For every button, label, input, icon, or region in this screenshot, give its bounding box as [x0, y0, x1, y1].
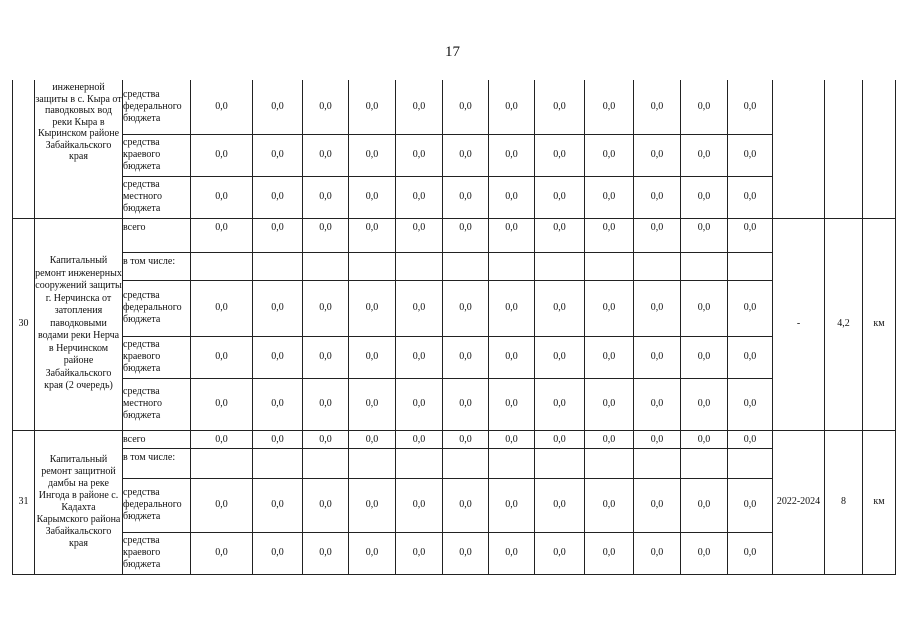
value-cell: 0,0	[396, 280, 443, 336]
value-cell: 0,0	[253, 478, 303, 532]
value-cell: 0,0	[634, 80, 681, 134]
value-cell: 0,0	[191, 532, 253, 574]
value-cell: 0,0	[396, 378, 443, 430]
value-cell: 0,0	[535, 336, 585, 378]
value-cell: 0,0	[396, 134, 443, 176]
value-cell: 0,0	[443, 532, 489, 574]
value-cell: 0,0	[585, 80, 634, 134]
value-cell: 0,0	[253, 430, 303, 448]
value-cell: 0,0	[634, 478, 681, 532]
value-cell: 0,0	[443, 378, 489, 430]
unit-cell: км	[863, 218, 896, 430]
value-cell: 0,0	[253, 80, 303, 134]
row-number: 31	[13, 430, 35, 574]
value-cell: 0,0	[303, 336, 349, 378]
value-cell	[191, 448, 253, 478]
value-cell: 0,0	[681, 336, 728, 378]
value-cell	[303, 252, 349, 280]
row-number: 30	[13, 218, 35, 430]
table-row	[13, 218, 896, 252]
value-cell	[535, 448, 585, 478]
value-cell: 0,0	[634, 134, 681, 176]
value-cell	[253, 448, 303, 478]
table-row	[13, 478, 896, 532]
value-cell: 0,0	[443, 176, 489, 218]
value-cell: 0,0	[535, 218, 585, 252]
value-cell	[634, 448, 681, 478]
funding-source: средства федерального бюджета	[123, 280, 191, 336]
funding-source: всего	[123, 430, 191, 448]
table-row	[13, 430, 896, 448]
object-name: Капитальный ремонт защитной дамбы на реке Ингода в районе с. Кадахта Карымского района Забайкальского края	[35, 430, 123, 574]
value-cell: 0,0	[349, 532, 396, 574]
unit-cell	[863, 80, 896, 218]
value-cell: 0,0	[349, 218, 396, 252]
period-cell: -	[773, 218, 825, 430]
value-cell: 0,0	[303, 218, 349, 252]
value-cell: 0,0	[728, 430, 773, 448]
value-cell: 0,0	[303, 80, 349, 134]
period-cell: 2022-2024	[773, 430, 825, 574]
table-row	[13, 336, 896, 378]
value-cell	[253, 252, 303, 280]
funding-source: средства краевого бюджета	[123, 532, 191, 574]
value-cell	[443, 252, 489, 280]
table-row	[13, 176, 896, 218]
value-cell: 0,0	[349, 478, 396, 532]
value-cell: 0,0	[443, 478, 489, 532]
value-cell: 0,0	[728, 218, 773, 252]
value-cell: 0,0	[535, 478, 585, 532]
amount-cell: 4,2	[825, 218, 863, 430]
value-cell: 0,0	[681, 176, 728, 218]
amount-cell: 8	[825, 430, 863, 574]
value-cell: 0,0	[681, 134, 728, 176]
value-cell: 0,0	[585, 218, 634, 252]
value-cell: 0,0	[728, 378, 773, 430]
value-cell: 0,0	[191, 478, 253, 532]
value-cell: 0,0	[535, 80, 585, 134]
table-body	[13, 80, 896, 574]
value-cell	[728, 448, 773, 478]
value-cell: 0,0	[303, 176, 349, 218]
value-cell: 0,0	[728, 134, 773, 176]
value-cell	[349, 252, 396, 280]
value-cell: 0,0	[681, 80, 728, 134]
value-cell: 0,0	[443, 430, 489, 448]
value-cell: 0,0	[253, 176, 303, 218]
value-cell: 0,0	[396, 336, 443, 378]
value-cell: 0,0	[443, 280, 489, 336]
value-cell	[489, 252, 535, 280]
value-cell: 0,0	[303, 478, 349, 532]
value-cell: 0,0	[191, 336, 253, 378]
value-cell	[303, 448, 349, 478]
value-cell: 0,0	[443, 134, 489, 176]
value-cell: 0,0	[585, 532, 634, 574]
value-cell	[489, 448, 535, 478]
budget-table	[12, 80, 896, 575]
value-cell: 0,0	[489, 134, 535, 176]
value-cell: 0,0	[489, 80, 535, 134]
value-cell: 0,0	[396, 218, 443, 252]
value-cell	[191, 252, 253, 280]
value-cell: 0,0	[191, 176, 253, 218]
value-cell: 0,0	[349, 336, 396, 378]
value-cell: 0,0	[396, 80, 443, 134]
funding-source: в том числе:	[123, 448, 191, 478]
value-cell	[349, 448, 396, 478]
value-cell: 0,0	[349, 176, 396, 218]
value-cell	[585, 448, 634, 478]
value-cell	[443, 448, 489, 478]
value-cell: 0,0	[728, 336, 773, 378]
funding-source: средства федерального бюджета	[123, 478, 191, 532]
value-cell	[396, 448, 443, 478]
value-cell: 0,0	[585, 176, 634, 218]
funding-source: средства местного бюджета	[123, 378, 191, 430]
value-cell: 0,0	[634, 218, 681, 252]
value-cell: 0,0	[253, 280, 303, 336]
table-row	[13, 378, 896, 430]
funding-source: средства федерального бюджета	[123, 80, 191, 134]
value-cell: 0,0	[303, 430, 349, 448]
value-cell: 0,0	[634, 280, 681, 336]
value-cell: 0,0	[443, 80, 489, 134]
value-cell: 0,0	[634, 532, 681, 574]
value-cell: 0,0	[535, 430, 585, 448]
value-cell: 0,0	[489, 532, 535, 574]
value-cell: 0,0	[535, 134, 585, 176]
value-cell: 0,0	[728, 280, 773, 336]
value-cell: 0,0	[681, 378, 728, 430]
value-cell: 0,0	[443, 336, 489, 378]
value-cell	[585, 252, 634, 280]
object-name: инженерной защиты в с. Кыра от паводковых вод реки Кыра в Кыринском районе Забайкальского края	[35, 80, 123, 218]
value-cell	[396, 252, 443, 280]
value-cell: 0,0	[489, 280, 535, 336]
funding-source: средства краевого бюджета	[123, 336, 191, 378]
value-cell: 0,0	[634, 176, 681, 218]
value-cell: 0,0	[489, 218, 535, 252]
value-cell: 0,0	[349, 378, 396, 430]
value-cell: 0,0	[253, 336, 303, 378]
value-cell: 0,0	[489, 336, 535, 378]
value-cell: 0,0	[728, 176, 773, 218]
table-row	[13, 80, 896, 134]
value-cell: 0,0	[681, 218, 728, 252]
table-row	[13, 280, 896, 336]
value-cell: 0,0	[303, 532, 349, 574]
value-cell: 0,0	[489, 430, 535, 448]
value-cell: 0,0	[349, 430, 396, 448]
value-cell	[634, 252, 681, 280]
value-cell: 0,0	[191, 80, 253, 134]
value-cell: 0,0	[681, 532, 728, 574]
value-cell: 0,0	[253, 532, 303, 574]
value-cell: 0,0	[253, 218, 303, 252]
value-cell: 0,0	[253, 134, 303, 176]
value-cell: 0,0	[585, 478, 634, 532]
value-cell: 0,0	[535, 280, 585, 336]
value-cell: 0,0	[585, 134, 634, 176]
value-cell: 0,0	[349, 134, 396, 176]
value-cell: 0,0	[191, 134, 253, 176]
value-cell: 0,0	[253, 378, 303, 430]
value-cell: 0,0	[681, 430, 728, 448]
value-cell: 0,0	[191, 280, 253, 336]
value-cell: 0,0	[191, 378, 253, 430]
value-cell: 0,0	[489, 378, 535, 430]
funding-source: средства краевого бюджета	[123, 134, 191, 176]
value-cell: 0,0	[535, 176, 585, 218]
table-row	[13, 532, 896, 574]
unit-cell: км	[863, 430, 896, 574]
value-cell: 0,0	[489, 176, 535, 218]
funding-source: средства местного бюджета	[123, 176, 191, 218]
value-cell	[681, 252, 728, 280]
value-cell: 0,0	[396, 532, 443, 574]
value-cell	[681, 448, 728, 478]
value-cell: 0,0	[396, 478, 443, 532]
value-cell: 0,0	[191, 218, 253, 252]
period-cell	[773, 80, 825, 218]
value-cell: 0,0	[396, 176, 443, 218]
value-cell: 0,0	[191, 430, 253, 448]
value-cell: 0,0	[681, 280, 728, 336]
table-row	[13, 252, 896, 280]
funding-source: в том числе:	[123, 252, 191, 280]
row-number	[13, 80, 35, 218]
value-cell: 0,0	[681, 478, 728, 532]
value-cell: 0,0	[634, 430, 681, 448]
value-cell: 0,0	[443, 218, 489, 252]
value-cell: 0,0	[303, 134, 349, 176]
table-row	[13, 448, 896, 478]
value-cell: 0,0	[585, 336, 634, 378]
value-cell: 0,0	[585, 378, 634, 430]
value-cell: 0,0	[396, 430, 443, 448]
value-cell	[728, 252, 773, 280]
funding-source: всего	[123, 218, 191, 252]
value-cell: 0,0	[349, 280, 396, 336]
value-cell: 0,0	[585, 430, 634, 448]
value-cell: 0,0	[634, 378, 681, 430]
value-cell: 0,0	[728, 532, 773, 574]
value-cell: 0,0	[535, 378, 585, 430]
value-cell: 0,0	[585, 280, 634, 336]
object-name: Капитальный ремонт инженерных сооружений защиты г. Нерчинска от затопления паводковыми водами реки Нерча в Нерчинском районе Забайкальского края (2 очередь)	[35, 218, 123, 430]
value-cell: 0,0	[303, 280, 349, 336]
value-cell: 0,0	[728, 478, 773, 532]
amount-cell	[825, 80, 863, 218]
value-cell: 0,0	[535, 532, 585, 574]
value-cell: 0,0	[349, 80, 396, 134]
value-cell: 0,0	[728, 80, 773, 134]
value-cell	[535, 252, 585, 280]
table-row	[13, 134, 896, 176]
value-cell: 0,0	[489, 478, 535, 532]
value-cell: 0,0	[303, 378, 349, 430]
value-cell: 0,0	[634, 336, 681, 378]
page-number: 17	[445, 44, 460, 60]
